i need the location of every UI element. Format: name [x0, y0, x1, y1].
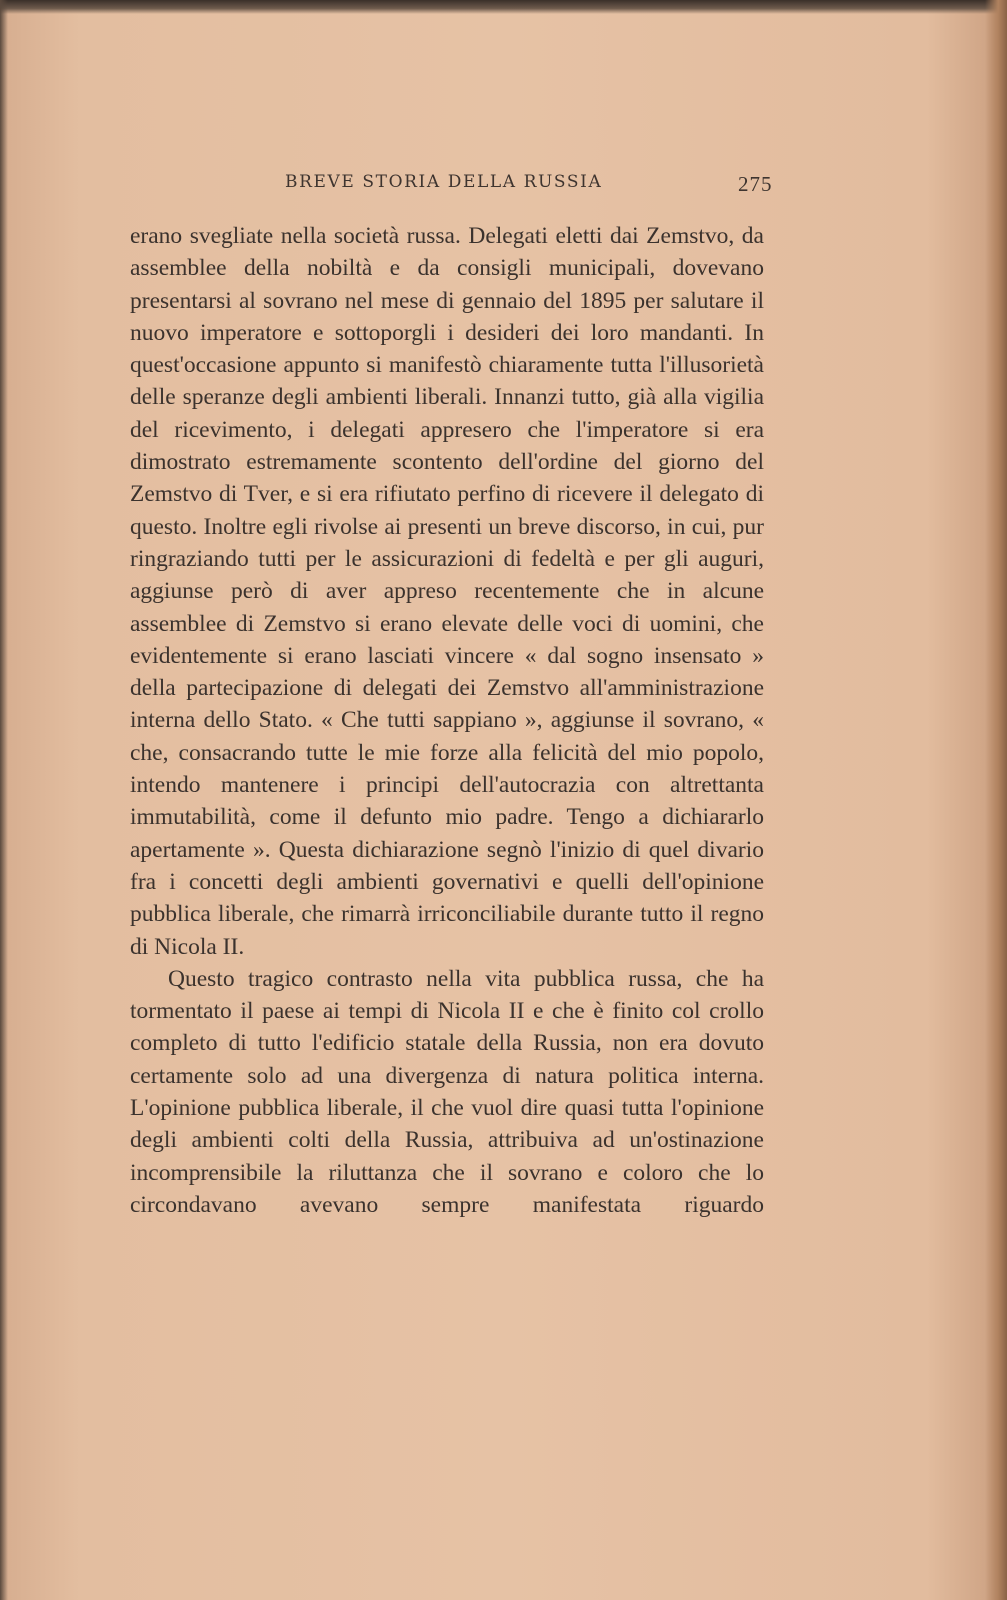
paragraph-2: Questo tragico contrasto nella vita pubblica russa, che ha tormentato il paese ai tempi di Nicola II e che è finito col crollo completo di tutto l'edificio statale della Russia, non era dovuto certamente solo ad una divergenza di natura politica interna. L'opinione pubblica liberale, il che vuol dire quasi tutta l'opinione degli ambienti colti della Russia, attribuiva ad un'ostinazione incomprensibile la riluttanza che il sovrano e coloro che lo circondavano avevano sempre manifestata riguardo: [130, 965, 764, 1218]
page-number: 275: [738, 172, 773, 196]
running-head: BREVE STORIA DELLA RUSSIA: [285, 172, 603, 192]
page-left-edge: [0, 0, 8, 1600]
paragraph-1: erano svegliate nella società russa. Delegati eletti dai Zemstvo, da assemblee della nobiltà e da consigli municipali, dovevano presentarsi al sovrano nel mese di gennaio del 1895 per salutare il nuovo imperatore e sottoporgli i desideri dei loro mandanti. In quest'occasione appunto si manifestò chiaramente tutta l'illusorietà delle speranze degli ambienti liberali. Innanzi tutto, già alla vigilia del ricevimento, i delegati appresero che l'imperatore si era dimostrato estremamente scontento dell'ordine del giorno del Zemstvo di Tver, e si era rifiutato perfino di ricevere il delegato di questo. Inoltre egli rivolse ai presenti un breve discorso, in cui, pur ringraziando tutti per le assicurazioni di fedeltà e per gli auguri, aggiunse però di aver appreso recentemente che in alcune assemblee di Zemstvo si erano elevate delle voci di uomini, che evidentemente si erano lasciati vincere « dal sogno insensato » della partecipazione di delegati dei Zemstvo all'amministrazione interna dello Stato. « Che tutti sappiano », aggiunse il sovrano, « che, consacrando tutte le mie forze alla felicità del mio popolo, intendo mantenere i principi dell'autocrazia con altrettanta immutabilità, come il defunto mio padre. Tengo a dichiararlo apertamente ». Questa dichiarazione segnò l'inizio di quel divario fra i concetti degli ambienti governativi e quelli dell'opinione pubblica liberale, che rimarrà irriconciliabile durante tutto il regno di Nicola II.: [130, 223, 764, 960]
page-right-edge: [985, 0, 1007, 1600]
body-text: [130, 220, 764, 1221]
page-top-edge: [0, 0, 1007, 14]
